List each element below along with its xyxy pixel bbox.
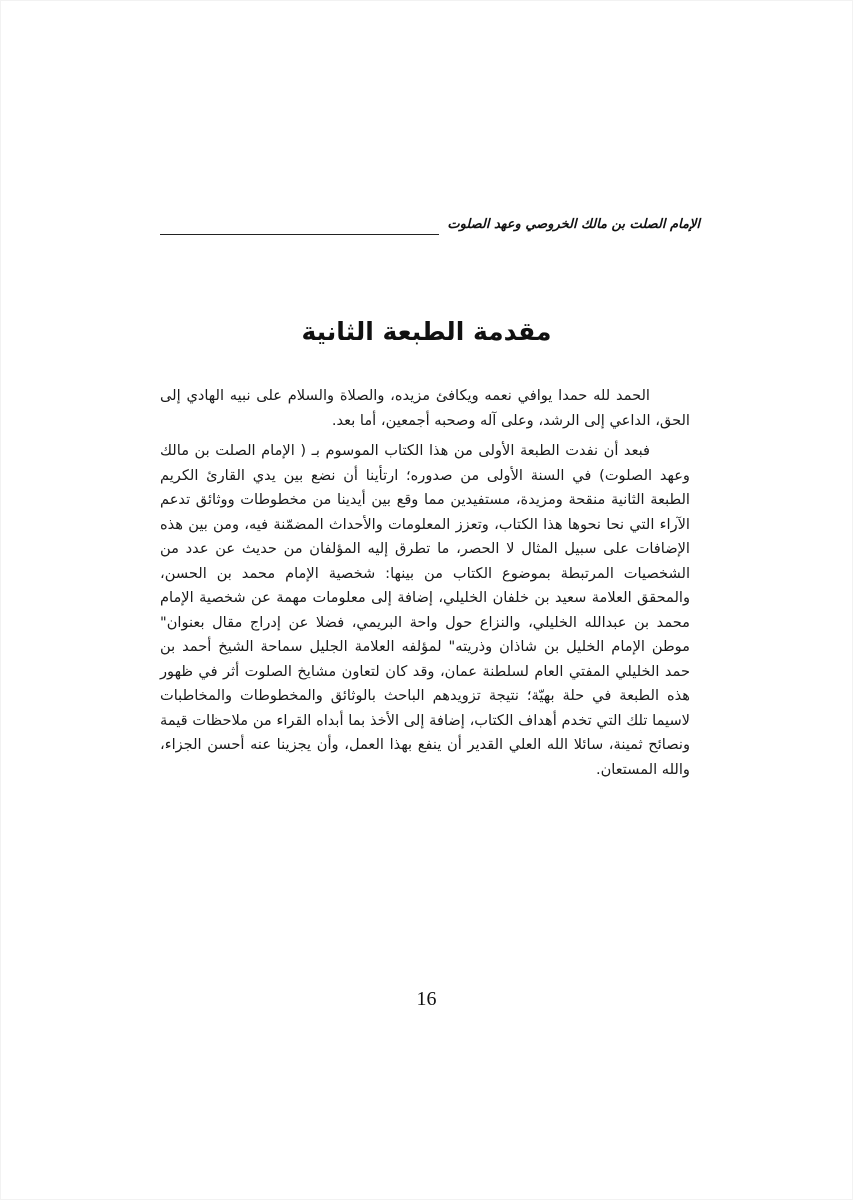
section-title: مقدمة الطبعة الثانية — [301, 317, 552, 346]
page-number: 16 — [416, 988, 437, 1010]
paragraph-main: فبعد أن نفدت الطبعة الأولى من هذا الكتاب الموسوم بـ ( الإمام الصلت بن مالك وعهد الصلوت) في السنة الأولى من صدوره؛ ارتأينا أن نضع بين يدي القارئ الكريم الطبعة الثانية منقحة ومزيدة، مستفيدين مما وقع بين أيدينا من مخطوطات ووثائق تدعم الآراء التي نحا نحوها هذا الكتاب، وتعزز المعلومات والأحداث المضمّنة فيه، ومن بين هذه الإضافات على سبيل المثال لا الحصر، ما تطرق إليه المؤلفان من حديث عن عدد من الشخصيات المرتبطة بموضوع الكتاب من بينها: شخصية الإمام محمد بن الحسن، والمحقق العلامة سعيد بن خلفان الخليلي، إضافة إلى معلومات مهمة عن شخصية الإمام محمد بن عبدالله الخليلي، والنزاع حول واحة البريمي، فضلا عن إدراج مقال بعنوان" موطن الإمام الخليل بن شاذان وذريته" لمؤلفه العلامة الجليل سماحة الشيخ أحمد بن حمد الخليلي المفتي العام لسلطنة عمان، وقد كان لتعاون مشايخ الصلوت أثر في ظهور هذه الطبعة في حلة بهيّة؛ نتيجة تزويدهم الباحث بالوثائق والمخطوطات والمخاطبات لاسيما تلك التي تخدم أهداف الكتاب، إضافة إلى الأخذ بما أبداه القراء من ملاحظات قيمة ونصائح ثمينة، سائلا الله العلي القدير أن ينفع بهذا العمل، وأن يجزينا عنه أحسن الجزاء، والله المستعان. — [160, 442, 690, 778]
running-header-title: الإمام الصلت بن مالك الخروصي وعهد الصلوت — [439, 212, 700, 238]
running-header — [160, 212, 700, 238]
paragraph-opening: الحمد لله حمدا يوافي نعمه ويكافئ مزيده، والصلاة والسلام على نبيه الهادي إلى الحق، الداعي إلى الرشد، وعلى آله وصحبه أجمعين، أما بعد. — [160, 387, 690, 429]
body-text — [160, 384, 690, 782]
